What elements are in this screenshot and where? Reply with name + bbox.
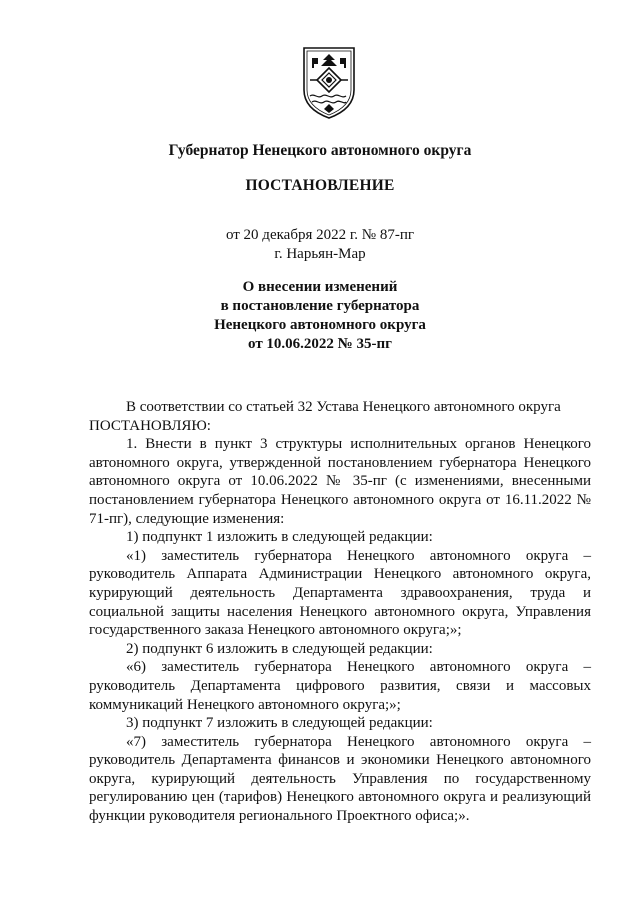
body-paragraph: 1) подпункт 1 изложить в следующей редакции:: [126, 529, 433, 546]
body-paragraph: «7) заместитель губернатора Ненецкого автономного округа – руководитель Департамента финансов и экономики Ненецкого автономного округа, курирующий деятельность Управления по государственному регулированию цен (тарифов) Ненецкого автономного округа и реализующий функции руководителя регионального Проектного офиса;».: [89, 733, 591, 825]
body-paragraph: «6) заместитель губернатора Ненецкого автономного округа – руководитель Департамента цифрового развития, связи и массовых коммуникаций Ненецкого автономного округа;»;: [89, 659, 591, 713]
body-paragraph: «1) заместитель губернатора Ненецкого автономного округа – руководитель Аппарата Администрации Ненецкого автономного округа, курирующий деятельность Департамента здравоохранения, труда и социальной защиты населения Ненецкого автономного округа, Управления государственного заказа Ненецкого автономного округа;»;: [89, 547, 591, 639]
subject-line: О внесении изменений: [242, 279, 398, 295]
document-type: ПОСТАНОВЛЕНИЕ: [245, 177, 395, 194]
decree-word: ПОСТАНОВЛЯЮ:: [89, 417, 211, 434]
body-paragraph: 2) подпункт 6 изложить в следующей редакции:: [126, 640, 433, 657]
date-block: [0, 226, 640, 264]
document-body: [89, 398, 591, 826]
city: г. Нарьян-Мар: [274, 246, 366, 262]
body-paragraph: 3) подпункт 7 изложить в следующей редакции:: [126, 715, 433, 732]
date-number: от 20 декабря 2022 г. № 87-пг: [225, 227, 415, 243]
document-subject: [0, 278, 640, 354]
nao-coat-of-arms-icon: [300, 44, 358, 120]
subject-line: в постановление губернатора: [220, 298, 420, 314]
subject-line: Ненецкого автономного округа: [214, 317, 426, 333]
subject-line: от 10.06.2022 № 35-пг: [248, 336, 392, 352]
governor-title: Губернатор Ненецкого автономного округа: [168, 142, 472, 159]
body-intro: В соответствии со статьей 32 Устава Ненецкого автономного округа: [126, 399, 561, 415]
body-paragraph: 1. Внести в пункт 3 структуры исполнительных органов Ненецкого автономного округа, утвержденной постановлением губернатора Ненецкого автономного округа от 10.06.2022 № 35-пг (с изменениями, внесенными постановлением губернатора Ненецкого автономного округа от 16.11.2022 № 71-пг), следующие изменения:: [89, 436, 591, 527]
